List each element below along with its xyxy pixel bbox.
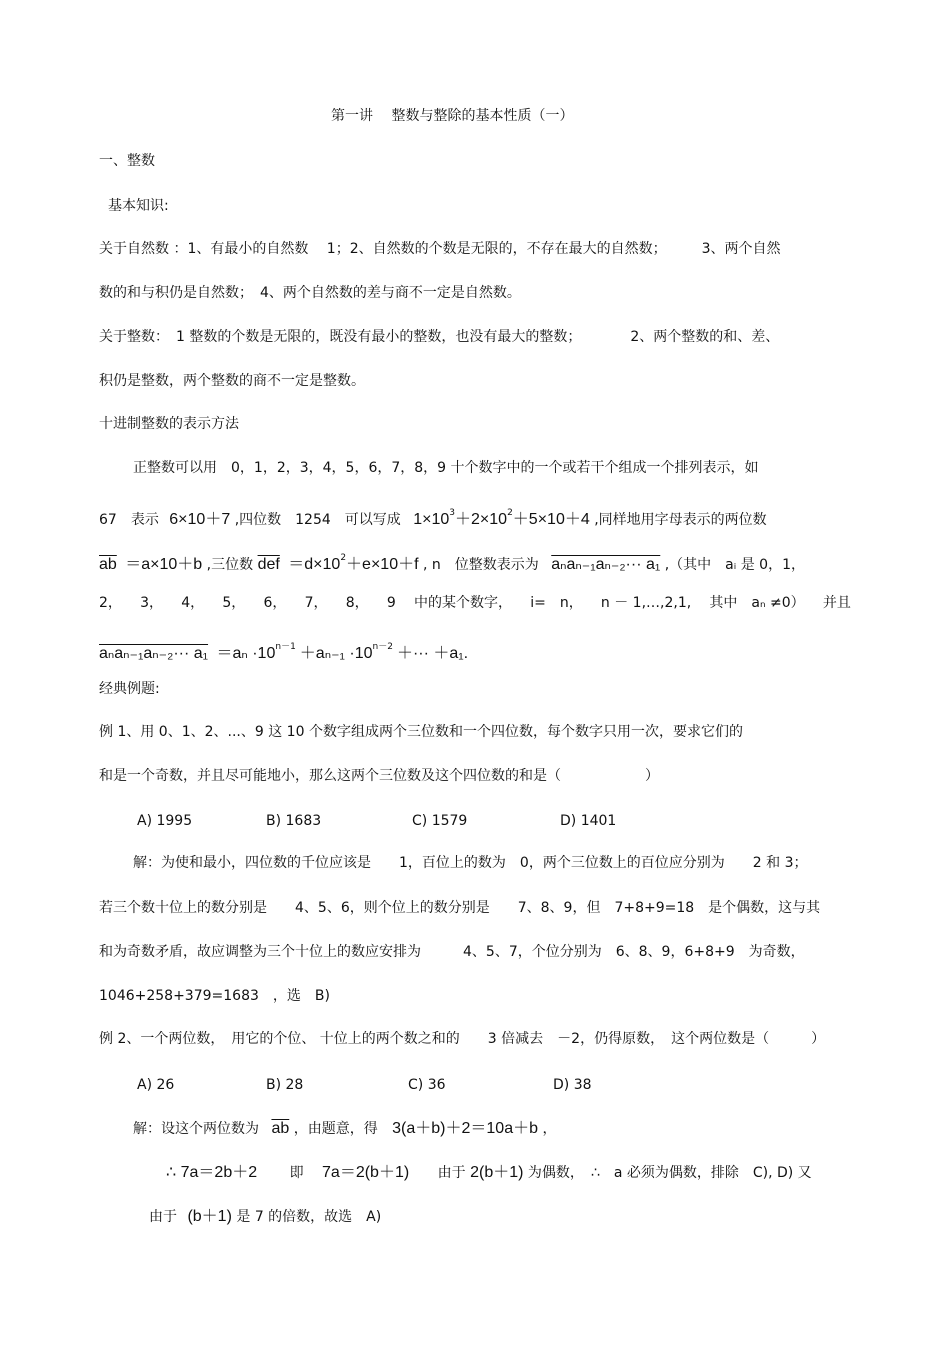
solution-1-line-1: 解：为使和最小，四位数的千位应该是 1，百位上的数为 0，两个三位数上的百位应分别为 2 和 3；	[133, 855, 808, 871]
formula-1254-a: 1×10	[413, 511, 450, 528]
text-two-digit-letters: ,同样地用字母表示的两位数	[594, 512, 767, 528]
representation-line-1: 正整数可以用 0，1，2，3，4，5，6，7，8，9 十个数字中的一个或若干个组成一个排列表示，如	[133, 460, 759, 476]
representation-line-2	[99, 503, 767, 530]
formula-1254-c: ＋5×10＋4	[512, 511, 590, 528]
example-1-option-b: B) 1683	[266, 813, 322, 829]
text-namely: 即	[289, 1165, 304, 1181]
example-2-line-1: 例 2、一个两位数， 用它的个位、 十位上的两个数之和的 3 倍减去 －2，仍得原数， 这个两位数是（ ）	[99, 1031, 826, 1047]
solution-2-line-2	[166, 1163, 812, 1183]
text-where-ai: ,（其中 aᵢ 是 0，1，	[664, 557, 805, 573]
decimal-representation-heading: 十进制整数的表示方法	[99, 416, 239, 432]
text-four-digit: ,四位数 1254 可以写成	[234, 512, 401, 528]
digit-word: 5，	[222, 595, 246, 611]
digit-word: 2，	[99, 595, 122, 611]
example-2-option-a: A) 26	[137, 1077, 175, 1093]
exponent-n-2: n－2	[372, 642, 393, 652]
text-multiple-of-7: 是 7 的倍数，故选 A)	[236, 1209, 382, 1225]
digit-word: 3，	[140, 595, 164, 611]
example-1-option-a: A) 1995	[137, 813, 193, 829]
natural-numbers-line-1: 关于自然数 ：1、有最小的自然数 1；2、自然数的个数是无限的，不存在最大的自然数； 3、两个自然	[99, 241, 781, 257]
example-2-option-d: D) 38	[553, 1077, 592, 1093]
expansion-c: ＋··· ＋a₁.	[396, 645, 469, 662]
text-since-2: 由于	[149, 1209, 177, 1225]
formula-1254-b: ＋2×10	[455, 511, 508, 528]
integers-line-2: 积仍是整数，两个整数的商不一定是整数。	[99, 373, 365, 389]
digit-word: 9	[386, 595, 396, 611]
expansion-b: ＋aₙ₋₁ ·10	[299, 645, 373, 662]
solution-2-intro: 解：设这个两位数为	[133, 1121, 259, 1137]
solution-2-by-problem: ，由题意，得	[293, 1121, 378, 1137]
solution-1-line-3: 和为奇数矛盾，故应调整为三个十位上的数应安排为 4、5、7，个位分别为 6、8、9，6+8+9 为奇数，	[99, 944, 805, 960]
representation-line-3	[99, 548, 805, 575]
solution-1-line-2: 若三个数十位上的数分别是 4、5、6，则个位上的数分别是 7、8、9，但 7+8+9=18 是个偶数，这与其	[99, 900, 821, 916]
exponent-3: 3	[449, 508, 456, 518]
phrase-word: n － 1,…,2,1,	[600, 595, 692, 611]
exponent-2b: 2	[340, 553, 347, 563]
digit-word: 8，	[345, 595, 369, 611]
representation-line-5	[99, 637, 468, 664]
text-three-digit: ,三位数	[206, 557, 254, 573]
example-1-option-d: D) 1401	[560, 813, 617, 829]
text-even-eliminate: 为偶数， ∴ a 必须为偶数，排除 C), D) 又	[527, 1165, 812, 1181]
phrase-word: 中的某个数字，	[414, 595, 512, 611]
text-67: 67 表示	[99, 512, 159, 528]
formula-def-a: ＝d×10	[288, 556, 341, 573]
overline-def: $\overline{def}$	[257, 556, 280, 573]
phrase-word: 并且	[822, 595, 851, 611]
example-2-option-b: B) 28	[266, 1077, 304, 1093]
solution-2-comma: ，	[542, 1121, 557, 1137]
phrase-word: 其中 aₙ ≠0）	[709, 595, 805, 611]
overline-an-sequence-2: aₙaₙ₋₁aₙ₋₂··· a₁	[99, 645, 209, 662]
expression-even: 2(b＋1)	[470, 1164, 524, 1181]
digit-word: 6，	[263, 595, 287, 611]
overline-ab-2: $\overline{ab}$	[271, 1120, 290, 1137]
exponent-n-1: n－1	[275, 642, 296, 652]
example-1-line-1: 例 1、用 0、1、2、...、9 这 10 个数字组成两个三位数和一个四位数，每个数字只用一次，要求它们的	[99, 724, 743, 740]
representation-line-4	[99, 593, 851, 613]
classic-examples-heading: 经典例题:	[99, 681, 160, 697]
formula-67: 6×10＋7	[169, 511, 231, 528]
integers-line-1: 关于整数： 1 整数的个数是无限的，既没有最小的整数，也没有最大的整数； 2、两个整数的和、差、	[99, 329, 780, 345]
solution-1-line-4: 1046+258+379=1683 ，选 B)	[99, 988, 330, 1004]
page-title: 第一讲 整数与整除的基本性质（一）	[331, 108, 574, 124]
example-1-line-2: 和是一个奇数，并且尽可能地小，那么这两个三位数及这个四位数的和是（ ）	[99, 768, 659, 784]
formula-def-b: ＋e×10＋f	[346, 556, 419, 573]
section-heading-integers: 一、整数	[99, 153, 155, 169]
expression-b-plus-1: (b＋1)	[187, 1208, 232, 1225]
text-n-digit: , n 位整数表示为	[423, 557, 539, 573]
overline-an-sequence: aₙaₙ₋₁aₙ₋₂··· a₁	[551, 556, 661, 573]
text-since: 由于	[437, 1165, 466, 1181]
exponent-2: 2	[507, 508, 513, 518]
therefore-equation-1: ∴ 7a＝2b＋2	[166, 1164, 258, 1181]
example-1-option-c: C) 1579	[412, 813, 468, 829]
equation-2: 7a＝2(b＋1)	[322, 1164, 410, 1181]
natural-numbers-line-2: 数的和与积仍是自然数； 4、两个自然数的差与商不一定是自然数。	[99, 285, 521, 301]
solution-2-line-1	[133, 1119, 556, 1139]
overline-ab: $\overline{ab}$	[99, 556, 117, 573]
digit-word: 4，	[181, 595, 205, 611]
solution-2-equation: 3(a＋b)＋2＝10a＋b	[392, 1120, 539, 1137]
digit-word: 7，	[304, 595, 328, 611]
example-2-option-c: C) 36	[408, 1077, 446, 1093]
phrase-word: i= n，	[530, 595, 583, 611]
basic-knowledge-heading: 基本知识:	[108, 198, 169, 214]
expansion-a: ＝aₙ ·10	[216, 645, 276, 662]
solution-2-line-3	[149, 1207, 381, 1227]
formula-ab: ＝a×10＋b	[125, 556, 203, 573]
